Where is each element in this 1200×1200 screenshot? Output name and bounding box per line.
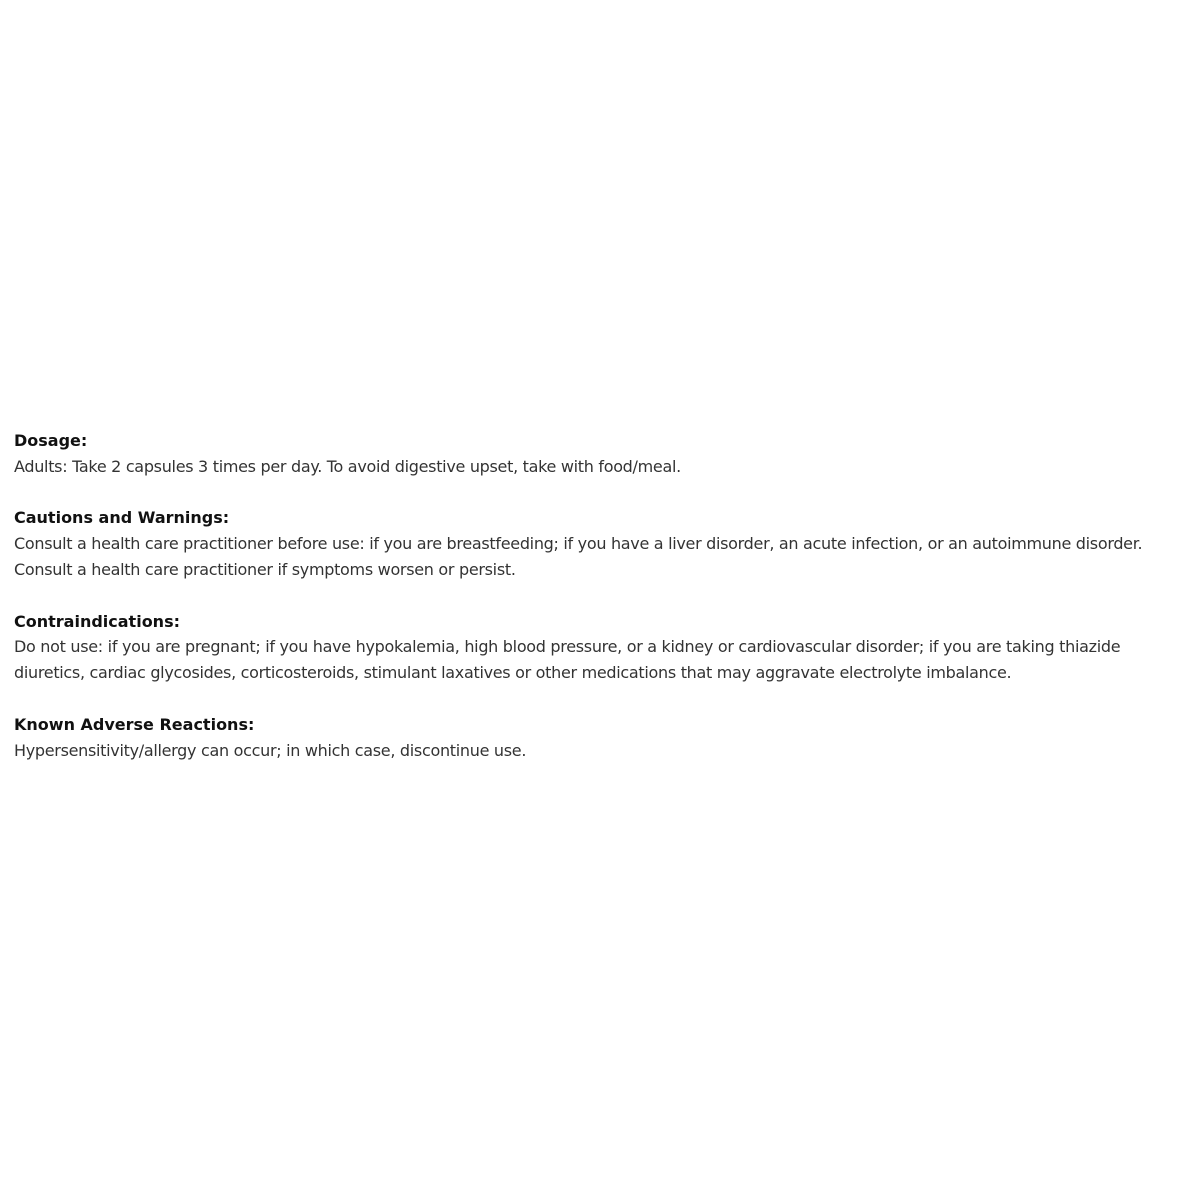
product-info-content bbox=[14, 428, 1190, 789]
dosage-heading: Dosage: bbox=[14, 431, 88, 450]
cautions-text: Consult a health care practitioner before use: if you are breastfeeding; if you have a liver disorder, an acute infection, or an autoimmune disorder. Consult a health care practitioner if symptoms worsen or persist. bbox=[14, 534, 1143, 579]
cautions-heading: Cautions and Warnings: bbox=[14, 508, 230, 528]
contraindications-section bbox=[14, 609, 1190, 686]
adverse-reactions-heading: Known Adverse Reactions: bbox=[14, 714, 255, 734]
adverse-reactions-section bbox=[14, 712, 1190, 764]
contraindications-heading: Contraindications: bbox=[14, 611, 180, 631]
dosage-section bbox=[14, 428, 1190, 480]
contraindications-text: Do not use: if you are pregnant; if you have hypokalemia, high blood pressure, or a kidney or cardiovascular disorder; if you are taking thiazide diuretics, cardiac glycosides, corticosteroids, stimulant laxatives or other medications that may aggravate electrolyte imbalance. bbox=[14, 637, 1121, 683]
cautions-section bbox=[14, 505, 1190, 582]
adverse-reactions-text: Hypersensitivity/allergy can occur; in which case, discontinue use. bbox=[14, 740, 527, 760]
dosage-text: Adults: Take 2 capsules 3 times per day. To avoid digestive upset, take with food/meal. bbox=[14, 456, 681, 476]
